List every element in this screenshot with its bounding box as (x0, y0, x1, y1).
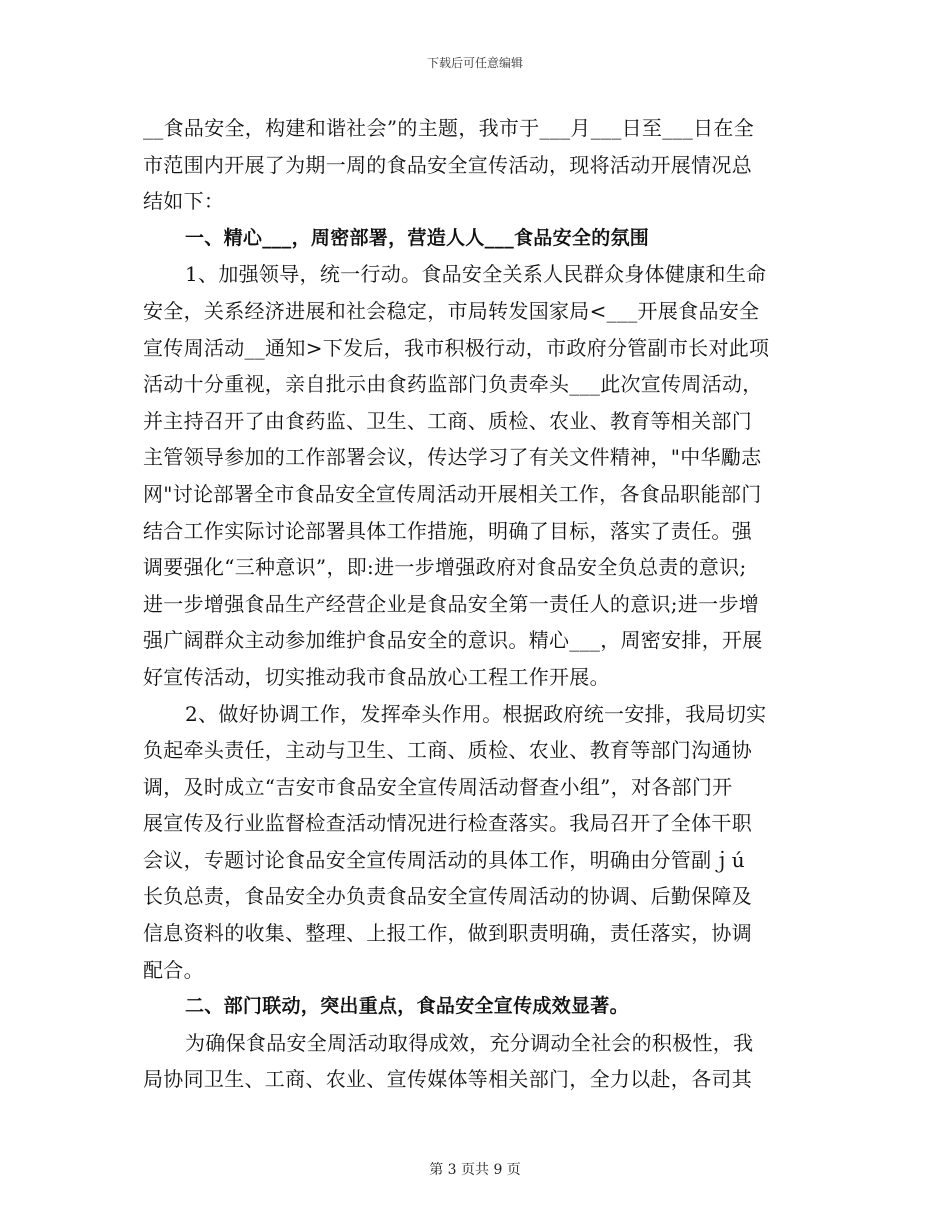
text-line: 宣传周活动__通知>下发后，我市积极行动，市政府分管副市长对此项 (143, 335, 770, 360)
page-header: 下载后可任意编辑 (426, 56, 523, 70)
text-line: 并主持召开了由食药监、卫生、工商、质检、农业、教育等相关部门 (143, 408, 752, 433)
text-line: 2、做好协调工作，发挥牵头作用。根据政府统一安排，我局切实 (185, 701, 767, 726)
document-body (143, 110, 807, 1098)
text-line: 好宣传活动，切实推动我市食品放心工程工作开展。 (143, 664, 610, 689)
page-footer: 第 3 页共 9 页 (429, 1162, 521, 1178)
text-line: 安全，关系经济进展和社会稳定，市局转发国家局<___开展食品安全 (143, 298, 760, 323)
section-heading: 二、部门联动，突出重点，食品安全宣传成效显著。 (185, 995, 629, 1018)
text-line: 局协同卫生、工商、农业、宣传媒体等相关部门，全力以赴，各司其 (143, 1067, 752, 1092)
text-line: 信息资料的收集、整理、上报工作，做到职责明确，责任落实，协调 (143, 921, 752, 946)
text-line: 负起牵头责任，主动与卫生、工商、质检、农业、教育等部门沟通协 (143, 738, 752, 763)
text-line: 市范围内开展了为期一周的食品安全宣传活动，现将活动开展情况总 (143, 152, 752, 177)
text-line: 强广阔群众主动参加维护食品安全的意识。精心___，周密安排，开展 (143, 628, 763, 653)
text-line: 网"讨论部署全市食品安全宣传周活动开展相关工作，各食品职能部门 (143, 481, 762, 506)
text-line: 结合工作实际讨论部署具体工作措施，明确了目标，落实了责任。强 (143, 518, 752, 543)
text-line: 调要强化“三种意识”，即:进一步增强政府对食品安全负总责的意识; (143, 555, 747, 580)
text-line: 活动十分重视，亲自批示由食药监部门负责牵头___此次宣传周活动， (143, 372, 763, 397)
text-line: 结如下： (143, 189, 225, 214)
text-line: 主管领导参加的工作部署会议，传达学习了有关文件精神，"中华勵志 (143, 445, 762, 470)
text-line: __食品安全，构建和谐社会”的主题，我市于___月___日至___日在全 (143, 116, 755, 140)
text-line: 为确保食品安全周活动取得成效，充分调动全社会的积极性，我 (185, 1030, 754, 1055)
text-line: 长负总责，食品安全办负责食品安全宣传周活动的协调、后勤保障及 (143, 884, 752, 909)
text-line: 会议，专题讨论食品安全宣传周活动的具体工作，明确由分管副ｊú (143, 847, 745, 872)
text-line: 展宣传及行业监督检查活动情况进行检查落实。我局召开了全体干职 (143, 811, 752, 836)
section-heading: 一、精心___，周密部署，营造人人___食品安全的氛围 (185, 226, 650, 249)
text-line: 进一步增强食品生产经营企业是食品安全第一责任人的意识;进一步增 (143, 591, 760, 616)
text-line: 调，及时成立“吉安市食品安全宣传周活动督查小组”，对各部门开 (143, 774, 733, 799)
text-line: 配合。 (143, 957, 204, 982)
text-line: 1、加强领导，统一行动。食品安全关系人民群众身体健康和生命 (185, 262, 767, 287)
